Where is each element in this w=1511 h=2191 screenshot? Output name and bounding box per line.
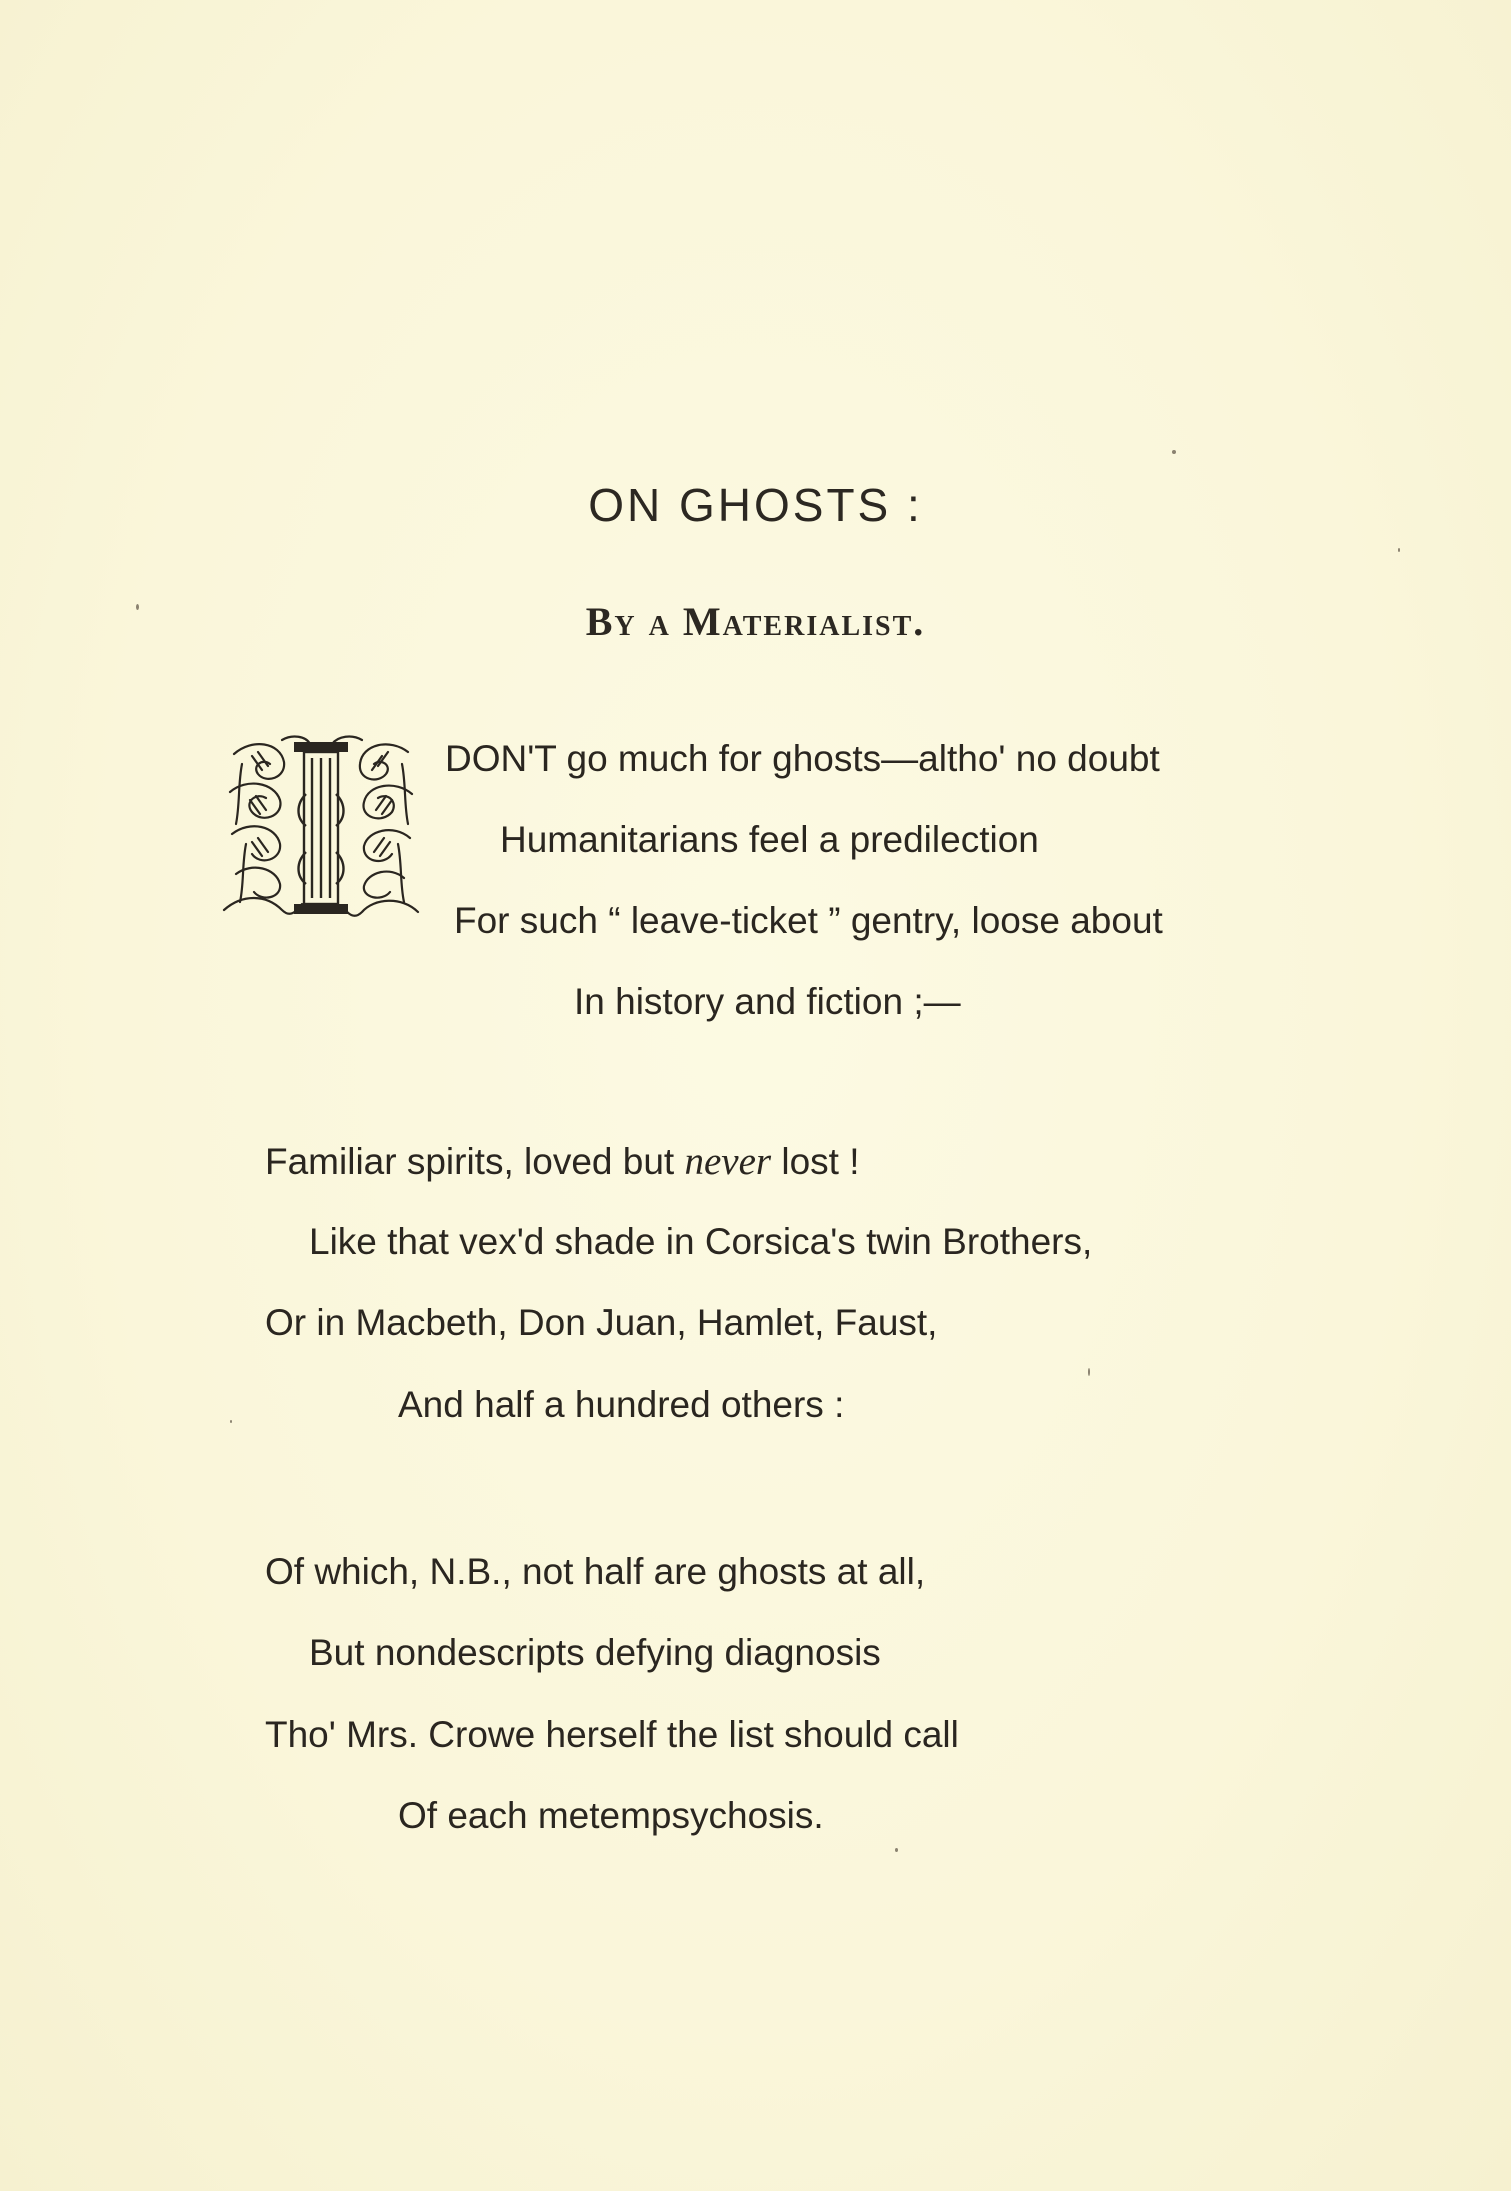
stanza-1-line-3: For such “ leave-ticket ” gentry, loose about	[454, 900, 1163, 941]
stanza-3-line-3: Tho' Mrs. Crowe herself the list should call	[265, 1714, 959, 1755]
poem-title: ON GHOSTS :	[588, 479, 923, 531]
stanza-1-line-4: In history and fiction ;—	[574, 981, 961, 1022]
stanza-1-line-2: Humanitarians feel a predilection	[500, 819, 1039, 860]
stanza-2-line-1-end: lost !	[771, 1141, 860, 1182]
stanza-2-line-3: Or in Macbeth, Don Juan, Hamlet, Faust,	[265, 1302, 938, 1343]
stanza-3-line-4: Of each metempsychosis.	[398, 1795, 824, 1836]
stanza-2-line-1-start: Familiar spirits, loved but	[265, 1141, 685, 1182]
poem-byline: By a Materialist.	[585, 599, 926, 644]
emphasized-word: never	[684, 1140, 772, 1183]
decorative-initial-letter	[222, 734, 420, 926]
stanza-2-line-1	[265, 1142, 860, 1181]
stanza-2-line-4: And half a hundred others :	[398, 1384, 845, 1425]
stanza-3-line-1: Of which, N.B., not half are ghosts at all,	[265, 1551, 926, 1592]
stanza-3-line-2: But nondescripts defying diagnosis	[309, 1632, 881, 1673]
stanza-1-line-1: DON'T go much for ghosts—altho' no doubt	[445, 738, 1160, 779]
stanza-2-line-2: Like that vex'd shade in Corsica's twin Brothers,	[309, 1221, 1093, 1262]
